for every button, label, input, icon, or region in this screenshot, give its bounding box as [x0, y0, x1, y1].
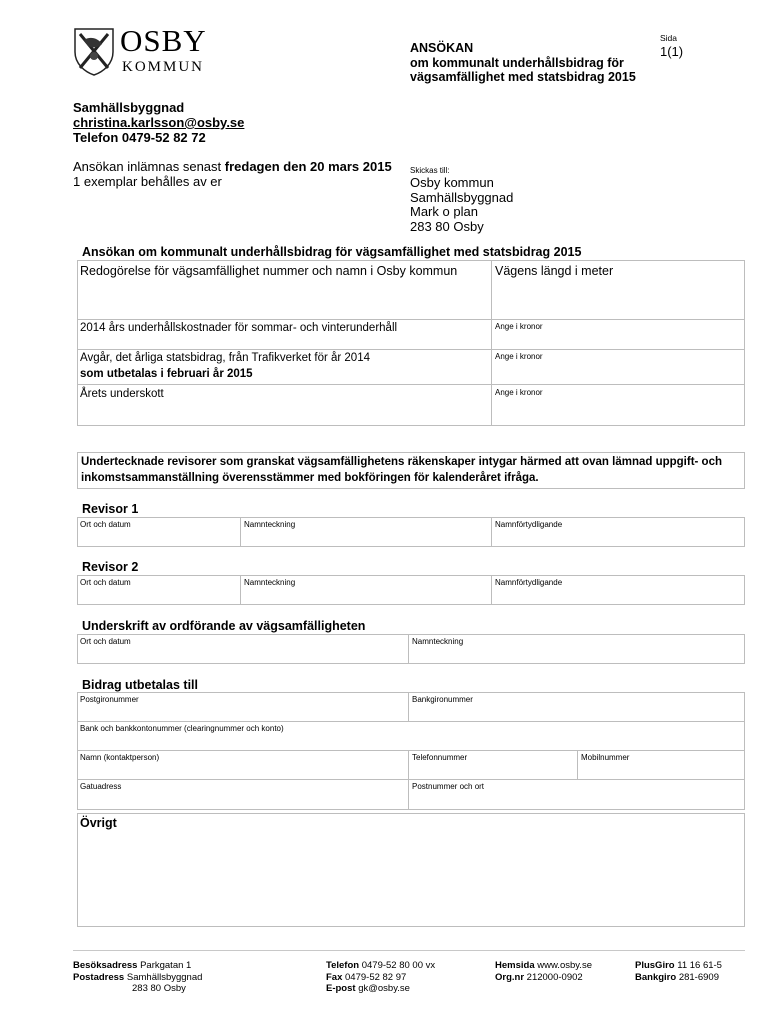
certification-text-line2: inkomstsammanställning överensstämmer med bokföringen för kalenderåret ifråga. — [81, 472, 539, 484]
revisor2-clarification-label: Namnförtydligande — [495, 578, 563, 587]
chair-place-date-field[interactable] — [78, 647, 406, 663]
revisor1-clarification-label: Namnförtydligande — [495, 520, 563, 529]
revisor1-place-date-field[interactable] — [78, 530, 238, 546]
org-value: 212000-0902 — [526, 971, 583, 983]
footer-giro — [635, 960, 722, 983]
phone-field[interactable] — [410, 763, 575, 778]
visit-label: Besöksadress — [73, 960, 138, 971]
maintenance-cost-field[interactable] — [493, 332, 743, 348]
revisor2-divider — [491, 575, 492, 605]
postal-label: Postnummer och ort — [412, 782, 485, 791]
deficit-field[interactable] — [493, 398, 743, 424]
footer-contact — [326, 960, 435, 995]
post-value: Samhällsbyggnad — [126, 971, 203, 983]
bankgiro-value-footer: 281-6909 — [678, 971, 719, 983]
certification-text-line1: Undertecknade revisorer som granskat vägsamfällighetens räkenskaper intygar härmed att ovan lämnad uppgift- och — [81, 456, 723, 468]
fax-label: Fax — [326, 971, 343, 983]
road-description-field[interactable] — [78, 280, 490, 318]
revisor2-place-date-field[interactable] — [78, 588, 238, 604]
payment-row-line — [77, 721, 745, 722]
address-line: 283 80 Osby — [410, 218, 484, 234]
street-label: Gatuadress — [80, 782, 122, 791]
revisor1-signature-field[interactable] — [242, 530, 489, 546]
org-label: Org.nr — [495, 971, 525, 983]
mobile-label: Mobilnummer — [581, 753, 630, 762]
other-textarea[interactable] — [78, 834, 743, 926]
email-value-footer[interactable]: gk@osby.se — [358, 983, 410, 994]
revisor1-title: Revisor 1 — [82, 502, 139, 516]
chair-signature-title: Underskrift av ordförande av vägsamfälligheten — [82, 619, 366, 633]
post-city: 283 80 Osby — [132, 983, 186, 994]
revisor1-divider — [240, 517, 241, 547]
deadline-date: fredagen den 20 mars 2015 — [224, 159, 392, 174]
main-form-title: Ansökan om kommunalt underhållsbidrag för vägsamfällighet med statsbidrag 2015 — [82, 245, 582, 259]
osby-logo — [72, 23, 232, 78]
submission-deadline — [73, 159, 392, 174]
revisor1-signature-label: Namnteckning — [244, 520, 296, 529]
send-to-label: Skickas till: — [410, 166, 450, 175]
chair-signature-field[interactable] — [410, 647, 743, 663]
payment-row-line — [77, 779, 745, 780]
other-title: Övrigt — [80, 816, 117, 830]
coat-of-arms-icon — [72, 26, 116, 76]
doc-title-line1: om kommunalt underhållsbidrag för — [410, 56, 624, 70]
payment-divider — [577, 750, 578, 779]
deficit-label: Årets underskott — [80, 388, 164, 400]
fax-value: 0479-52 82 97 — [345, 971, 407, 983]
revisor2-title: Revisor 2 — [82, 560, 139, 574]
road-length-field[interactable] — [493, 280, 743, 318]
web-label: Hemsida — [495, 960, 535, 971]
page-number: 1(1) — [660, 44, 684, 59]
main-form-row-line — [77, 349, 745, 350]
revisor1-clarification-field[interactable] — [493, 530, 743, 546]
postal-field[interactable] — [410, 792, 743, 808]
state-grant-payout-label: som utbetalas i februari år 2015 — [80, 368, 253, 380]
sender-department: Samhällsbyggnad — [73, 100, 185, 115]
contact-name-field[interactable] — [78, 763, 406, 778]
revisor2-signature-label: Namnteckning — [244, 578, 296, 587]
deficit-unit: Ange i kronor — [495, 388, 543, 397]
web-value[interactable]: www.osby.se — [537, 960, 592, 971]
bankgiro-label: Bankgironummer — [412, 695, 473, 704]
bank-account-label: Bank och bankkontonummer (clearingnummer och konto) — [80, 724, 284, 733]
road-description-label: Redogörelse för vägsamfällighet nummer och namn i Osby kommun — [80, 264, 458, 278]
revisor1-divider — [491, 517, 492, 547]
state-grant-unit: Ange i kronor — [495, 352, 543, 361]
visit-value: Parkgatan 1 — [140, 960, 192, 971]
revisor2-signature-field[interactable] — [242, 588, 489, 604]
payment-divider — [408, 750, 409, 810]
main-form-row-line — [77, 319, 745, 320]
contact-name-label: Namn (kontaktperson) — [80, 753, 160, 762]
postgiro-label: Postgironummer — [80, 695, 139, 704]
maintenance-cost-unit: Ange i kronor — [495, 322, 543, 331]
phone-label: Telefonnummer — [412, 753, 468, 762]
email-label-footer: E-post — [326, 983, 356, 994]
road-length-label: Vägens längd i meter — [495, 264, 614, 278]
logo-name: OSBY — [120, 23, 207, 58]
payment-row-line — [77, 750, 745, 751]
plusgiro-value: 11 16 61-5 — [677, 960, 722, 971]
payment-divider — [408, 692, 409, 721]
state-grant-label: Avgår, det årliga statsbidrag, från Trafikverket för år 2014 — [80, 352, 370, 364]
maintenance-cost-label: 2014 års underhållskostnader för sommar- och vinterunderhåll — [80, 322, 398, 334]
page-label: Sida — [660, 33, 678, 43]
post-label: Postadress — [73, 971, 125, 983]
bankgiro-field[interactable] — [410, 705, 743, 720]
deadline-prefix: Ansökan inlämnas senast — [73, 159, 225, 174]
footer-address — [73, 960, 202, 995]
doc-title-line2: vägsamfällighet med statsbidrag 2015 — [410, 70, 636, 84]
revisor1-place-date-label: Ort och datum — [80, 520, 131, 529]
sender-email-link[interactable]: christina.karlsson@osby.se — [73, 115, 245, 130]
sender-phone: Telefon 0479-52 82 72 — [73, 130, 206, 145]
postgiro-field[interactable] — [78, 705, 406, 720]
send-to-address — [410, 176, 513, 234]
footer-web — [495, 960, 592, 983]
address-line: Samhällsbyggnad — [410, 189, 514, 205]
phone-label-footer: Telefon — [326, 960, 360, 971]
phone-value-footer: 0479-52 80 00 vx — [361, 960, 436, 971]
bankgiro-label-footer: Bankgiro — [635, 971, 677, 983]
address-line: Osby kommun — [410, 175, 494, 190]
state-grant-field[interactable] — [493, 362, 743, 382]
address-line: Mark o plan — [410, 204, 478, 219]
doc-type: ANSÖKAN — [410, 41, 474, 55]
main-form-row-line — [77, 384, 745, 385]
footer-rule — [73, 950, 745, 951]
street-field[interactable] — [78, 792, 406, 808]
logo-sub: KOMMUN — [122, 59, 205, 75]
payment-title: Bidrag utbetalas till — [82, 678, 198, 692]
chair-place-date-label: Ort och datum — [80, 637, 131, 646]
main-form-divider — [491, 260, 492, 426]
bank-account-field[interactable] — [78, 734, 743, 749]
revisor2-clarification-field[interactable] — [493, 588, 743, 604]
mobile-field[interactable] — [579, 763, 743, 778]
copy-note: 1 exemplar behålles av er — [73, 174, 222, 189]
revisor2-place-date-label: Ort och datum — [80, 578, 131, 587]
chair-signature-divider — [408, 634, 409, 664]
plusgiro-label: PlusGiro — [635, 960, 675, 971]
chair-signature-label: Namnteckning — [412, 637, 464, 646]
revisor2-divider — [240, 575, 241, 605]
